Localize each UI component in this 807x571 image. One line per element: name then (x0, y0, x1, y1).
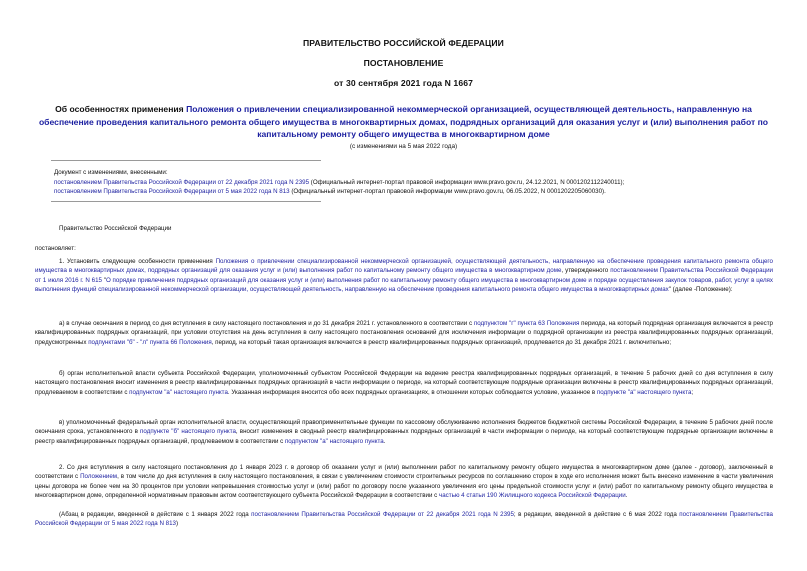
resolution-2395-link[interactable]: постановлением Правительства Российской Федерации от 22 декабря 2021 года N 2395 (251, 511, 514, 518)
amendments-box (54, 168, 774, 197)
paragraph-1: 1. Установить следующие особенности применения Положения о привлечении специализированной некоммерческой организацией, осуществляющей деятельность, направленную на обеспечение проведения капитального ремонта общего имущества в многоквартирных домах, подрядных организаций для оказания услуг и (или) выполнения работ по капитальному ремонту общего имущества в многоквартирном доме, утвержденного постановлением Правительства Российской Федерации от 1 июля 2016 г. N 615 "О порядке привлечения подрядных организаций для оказания услуг и (или) выполнения работ по капитальному ремонту общего имущества в многоквартирном доме и порядке осуществления закупок товаров, работ, услуг в целях выполнения функций специализированной некоммерческой организации, осуществляющей деятельность, направленную на обеспечение проведения капитального ремонта общего имущества в многоквартирных домах" (далее -Положение): (35, 258, 773, 294)
clause-63g-link[interactable]: подпунктом "г" пункта 63 Положения (473, 320, 580, 327)
issuer: Правительство Российской Федерации (59, 225, 172, 232)
resolution-813-link[interactable]: постановлением Правительства Российской Федерации от 5 мая 2022 года N 813 (35, 511, 773, 528)
subclause-b-link[interactable]: подпункте "б" настоящего пункта (140, 428, 236, 436)
housing-code-link[interactable]: частью 4 статьи 190 Жилищного кодекса Российской Федерации (439, 492, 626, 500)
amendment-item: постановлением Правительства Российской Федерации от 5 мая 2022 года N 813 (Официальный интернет-портал правовой информации www.pravo.gov.ru, 06.05.2022, N 0001202205060030). (54, 188, 606, 196)
clause-66-link[interactable]: подпунктами "б" - "л" пункта 66 Положения (88, 338, 212, 346)
regulation-link[interactable]: Положения о привлечении специализированной некоммерческой организацией, осуществляющей деятельность, направленную на обеспечение проведения капитального ремонта общего имущества в многоквартирных домах, подрядных организаций для оказания услуг и (или) выполнения работ по капитальному ремонту общего имущества в многоквартирном доме (35, 258, 773, 275)
resolution-615-link[interactable]: постановлением Правительства Российской Федерации от 1 июля 2016 г. N 615 (35, 267, 773, 284)
amendments-top-rule (51, 160, 321, 161)
amendment-item: постановлением Правительства Российской Федерации от 22 декабря 2021 года N 2395 (Официальный интернет-портал правовой информации www.pravo.gov.ru, 24.12.2021, N 0001202112240011); (54, 178, 625, 186)
subclause-a-link[interactable]: подпунктом "а" настоящего пункта (129, 388, 228, 396)
paragraph-2: 2. Со дня вступления в силу настоящего постановления до 1 января 2023 г. в договор об оказании услуг и (или) выполнении работ по капитальному ремонту общего имущества в многоквартирном доме (далее - договор), заключенный в соответствии с Положением, в том числе до дня вступления в силу настоящего постановления, в связи с увеличением стоимости строительных ресурсов по соглашению сторон в ходе его исполнения может быть внесено изменение в части увеличения цены договора не более чем на 30 процентов при условии непревышения стоимостью услуг и (или) работ по договору после указанного увеличения его цены предельной стоимости услуг и (или) работ по капитальному ремонту общего имущества в многоквартирном доме, определенной нормативным правовым актом соответствующего субъекта Российской Федерации в соответствии с частью 4 статьи 190 Жилищного кодекса Российской Федерации. (35, 464, 774, 500)
paragraph-a: а) в случае окончания в период со дня вступления в силу настоящего постановления и до 31 декабря 2021 г. установленного в соответствии с подпунктом "г" пункта 63 Положения периода, на который подрядная организация включается в реестр квалифицированных подрядных организаций, при условии отсутствия на день вступления в силу настоящего постановления оснований для исключения информации о подрядной организации из реестра квалифицированных подрядных организаций, предусмотренных подпунктами "б" - "л" пункта 66 Положения, период, на который такая организация включается в реестр квалифицированных подрядных организаций, продлевается до 31 декабря 2021 г. включительно; (35, 320, 774, 346)
resolves: постановляет: (35, 245, 76, 252)
paragraph-b: б) орган исполнительной власти субъекта Российской Федерации, уполномоченный субъектом Российской Федерации на ведение реестра квалифицированных подрядных организаций, в течение 5 рабочих дней со дня вступления в силу настоящего постановления вносит изменения в реестр квалифицированных подрядных организаций в части информации о периоде, на который соответствующие подрядные организации включены в реестр квалифицированных подрядных организаций, продлеваемом в соответствии с подпунктом "а" настоящего пункта. Указанная информация вносится обо всех подрядных организациях, в отношении которых соблюдается условие, указанное в подпункте "а" настоящего пункта; (35, 370, 773, 396)
amendments-intro: Документ с изменениями, внесенными: (54, 169, 168, 176)
document-title (30, 103, 777, 141)
title-prefix: Об особенностях применения (55, 104, 187, 114)
subclause-a-link[interactable]: подпунктом "а" настоящего пункта (284, 437, 384, 445)
amendment-link-813[interactable]: постановлением Правительства Российской Федерации от 5 мая 2022 года N 813 (54, 188, 290, 196)
document-type: ПОСТАНОВЛЕНИЕ (363, 58, 444, 68)
title-regulation-link[interactable]: Положения о привлечении специализированной некоммерческой организацией, осуществляющей деятельность, направленную на обеспечение проведения капитального ремонта общего имущества в многоквартирных домах, подрядных организаций для оказания услуг и (или) выполнения работ по капитальному ремонту общего имущества в многоквартирном доме (38, 104, 769, 140)
revision-note: (с изменениями на 5 мая 2022 года) (349, 143, 458, 150)
subclause-a-link[interactable]: подпункте "а" настоящего пункта (596, 388, 692, 396)
amendment-link-2395[interactable]: постановлением Правительства Российской Федерации от 22 декабря 2021 года N 2395 (54, 178, 310, 186)
paragraph-c: в) уполномоченный федеральный орган исполнительной власти, осуществляющий правоприменительные функции по кассовому обслуживанию исполнения бюджетов бюджетной системы Российской Федерации, в течение 5 рабочих дней после окончания срока, установленного в подпункте "б" настоящего пункта, вносит изменения в сводный реестр квалифицированных подрядных организаций в части информации о периоде, на который соответствующие подрядные организации включены в реестр квалифицированных подрядных организаций, продлеваемом в соответствии с подпунктом "а" настоящего пункта. (35, 419, 773, 445)
regulation-link[interactable]: Положением (80, 473, 118, 481)
procurement-order-link[interactable]: О порядке привлечения подрядных организаций для оказания услуг и (или) выполнения работ по капитальному ремонту общего имущества в многоквартирном доме и порядке осуществления закупок товаров, работ, услуг в целях выполнения функций специализированной некоммерческой организации, осуществляющей деятельность, направленную на обеспечение проведения капитального ремонта общего имущества в многоквартирных домах (35, 276, 773, 294)
paragraph-2-note: (Абзац в редакции, введенной в действие с 1 января 2022 года постановлением Правительства Российской Федерации от 22 декабря 2021 года N 2395; в редакции, введенной в действие с 6 мая 2022 года постановлением Правительства Российской Федерации от 5 мая 2022 года N 813) (35, 511, 773, 528)
government-heading: ПРАВИТЕЛЬСТВО РОССИЙСКОЙ ФЕДЕРАЦИИ (303, 38, 504, 48)
document-date-number: от 30 сентября 2021 года N 1667 (334, 78, 473, 88)
amendments-bottom-rule (51, 201, 321, 202)
